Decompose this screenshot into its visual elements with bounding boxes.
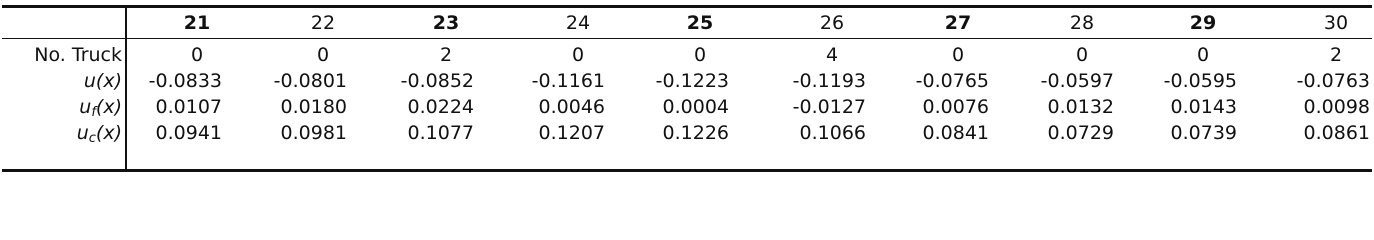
table-cell: 0.0841 — [922, 122, 989, 144]
column-header-22: 22 — [310, 12, 336, 34]
table-cell: 0.0107 — [155, 96, 222, 118]
table-cell: 0.0981 — [280, 122, 347, 144]
row-label — [2, 95, 122, 119]
table-cell: 0 — [1075, 44, 1089, 66]
table-cell: 0 — [190, 44, 204, 66]
row-label-main: No. Truck — [34, 44, 122, 66]
row-label-tail: (x) — [95, 96, 122, 118]
row-label-subscript: f — [91, 105, 96, 120]
table-cell: 2 — [439, 44, 453, 66]
table-cell: 0.0004 — [662, 96, 729, 118]
column-header-28: 28 — [1069, 12, 1095, 34]
row-label-main: u — [76, 122, 89, 144]
table-cell: 0.0729 — [1047, 122, 1114, 144]
table-cell: 0.1066 — [799, 122, 866, 144]
table-cell: -0.0763 — [1296, 70, 1370, 92]
table-cell: 0 — [571, 44, 585, 66]
table-row — [2, 95, 1372, 119]
bottom-rule — [2, 169, 1372, 172]
table-cell: 0.0739 — [1170, 122, 1237, 144]
table-row — [2, 69, 1372, 93]
table-row — [2, 43, 1372, 67]
row-label — [2, 43, 122, 67]
table-cell: 0.1226 — [662, 122, 729, 144]
column-header-27: 27 — [944, 12, 972, 34]
table-cell: 0.0132 — [1047, 96, 1114, 118]
column-header-29: 29 — [1189, 12, 1217, 34]
table-cell: -0.0127 — [792, 96, 866, 118]
table-cell: 0.1207 — [538, 122, 605, 144]
row-label-tail: (x) — [95, 122, 122, 144]
row-label-main: u(x) — [83, 70, 122, 92]
table-cell: 0.0941 — [155, 122, 222, 144]
table-cell: 0.0076 — [922, 96, 989, 118]
column-header-23: 23 — [432, 12, 460, 34]
column-header-21: 21 — [183, 12, 211, 34]
table-cell: -0.0597 — [1040, 70, 1114, 92]
table-cell: -0.0852 — [400, 70, 474, 92]
table-cell: -0.0595 — [1163, 70, 1237, 92]
table-cell: -0.1193 — [792, 70, 866, 92]
table-cell: 0 — [951, 44, 965, 66]
table-cell: 2 — [1329, 44, 1343, 66]
column-header-25: 25 — [686, 12, 714, 34]
table-cell: 0.0098 — [1303, 96, 1370, 118]
top-rule — [2, 5, 1372, 8]
row-label-main: u — [79, 96, 92, 118]
row-label-subscript: c — [88, 131, 96, 146]
table-cell: 0 — [316, 44, 330, 66]
header-rule — [2, 38, 1372, 39]
table-cell: 0 — [1196, 44, 1210, 66]
table-cell: 0.0224 — [407, 96, 474, 118]
table-row — [2, 121, 1372, 145]
table-cell: -0.0833 — [148, 70, 222, 92]
table-cell: 0.0046 — [538, 96, 605, 118]
table-cell: -0.0765 — [915, 70, 989, 92]
column-header-24: 24 — [565, 12, 591, 34]
table-cell: -0.0801 — [273, 70, 347, 92]
table-cell: -0.1223 — [655, 70, 729, 92]
header-row — [2, 11, 1372, 35]
column-header-26: 26 — [819, 12, 845, 34]
column-header-30: 30 — [1323, 12, 1349, 34]
table-cell: 4 — [825, 44, 839, 66]
table-cell: 0.1077 — [407, 122, 474, 144]
row-label — [2, 121, 122, 145]
table-cell: -0.1161 — [531, 70, 605, 92]
table-cell: 0.0861 — [1303, 122, 1370, 144]
row-label — [2, 69, 122, 93]
table-cell: 0.0143 — [1170, 96, 1237, 118]
table-cell: 0.0180 — [280, 96, 347, 118]
table-cell: 0 — [693, 44, 707, 66]
